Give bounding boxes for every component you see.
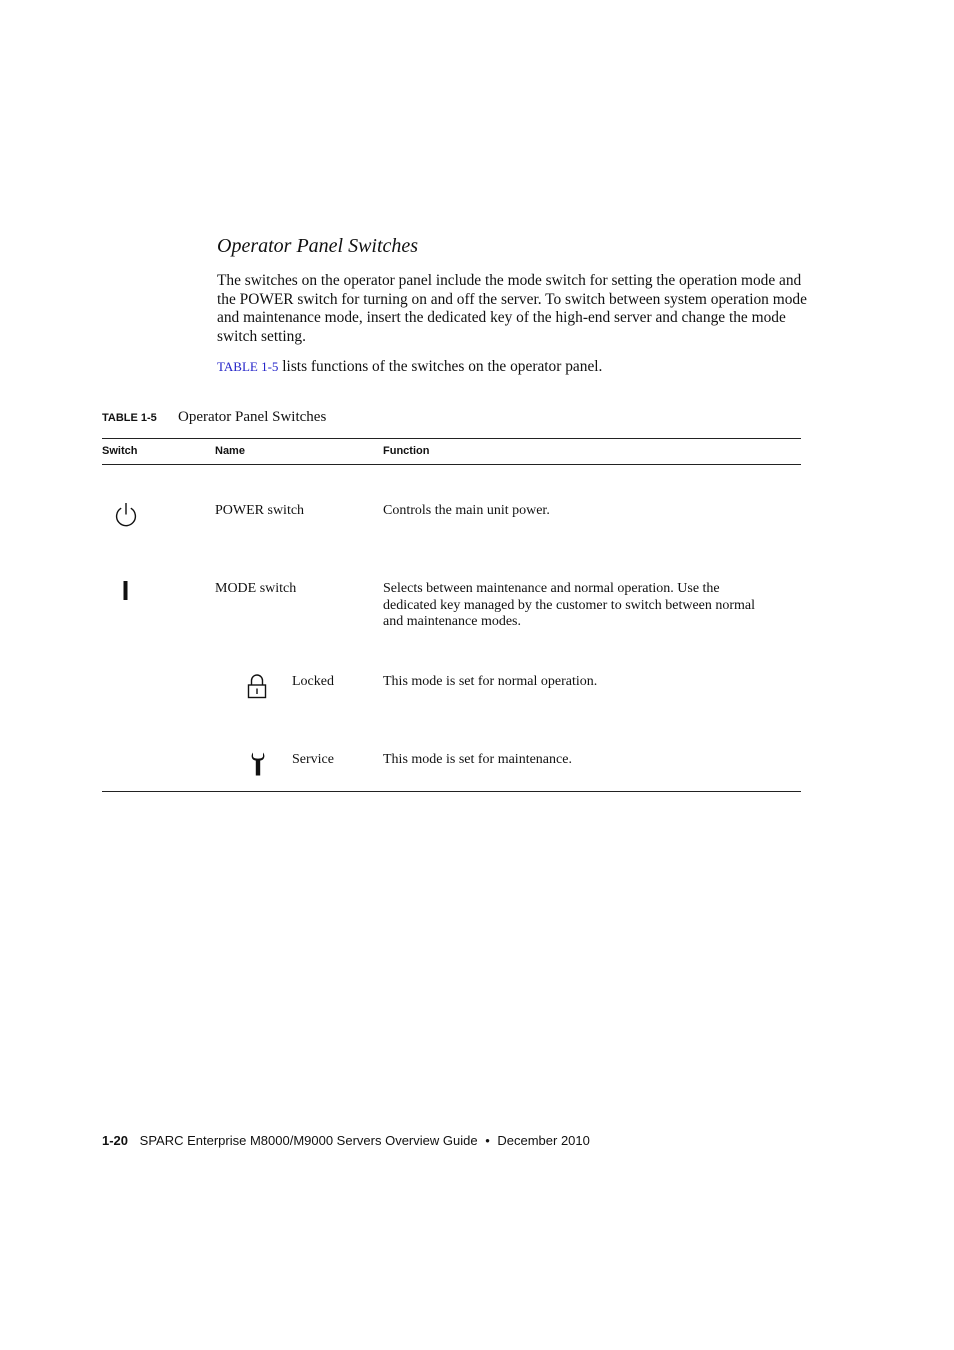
document-date: December 2010 [497, 1133, 590, 1148]
wrench-icon [250, 751, 266, 777]
table-top-rule [102, 438, 801, 439]
column-header-function: Function [383, 445, 430, 457]
table-row-function: This mode is set for normal operation. [383, 674, 598, 689]
mode-switch-icon [123, 581, 129, 600]
table-row-name: Service [292, 752, 334, 767]
section-heading: Operator Panel Switches [217, 235, 419, 257]
table-row-name: POWER switch [215, 503, 305, 518]
intro-paragraph: The switches on the operator panel include the mode switch for setting the operation mode and the POWER switch for turning on and off the server. To switch between system operation mode and maintenance mode, insert the dedicated key of the high-end server and change the mode switch setting. [217, 272, 807, 345]
reference-paragraph [217, 358, 602, 376]
table-row-function: Controls the main unit power. [383, 503, 550, 518]
power-icon [113, 502, 139, 528]
table-reference-link[interactable]: TABLE 1-5 [217, 359, 279, 374]
table-caption-title: Operator Panel Switches [178, 409, 327, 425]
column-header-name: Name [215, 445, 245, 457]
table-bottom-rule [102, 791, 801, 792]
table-row-name: Locked [292, 674, 334, 689]
page-number: 1-20 [102, 1133, 129, 1148]
table-caption [102, 409, 326, 426]
page-footer [102, 1133, 590, 1148]
document-title: SPARC Enterprise M8000/M9000 Servers Overview Guide [139, 1133, 478, 1148]
column-header-switch: Switch [102, 445, 138, 457]
reference-text: lists functions of the switches on the operator panel. [278, 358, 603, 375]
lock-icon [247, 673, 267, 699]
table-caption-label: TABLE 1-5 [102, 412, 157, 424]
table-row-function: Selects between maintenance and normal operation. Use the dedicated key managed by the customer to switch between normal and maintenance modes. [383, 581, 756, 629]
table-row-function: This mode is set for maintenance. [383, 752, 572, 767]
footer-separator: • [485, 1133, 490, 1148]
table-header-rule [102, 464, 801, 465]
table-row-name: MODE switch [215, 581, 297, 596]
